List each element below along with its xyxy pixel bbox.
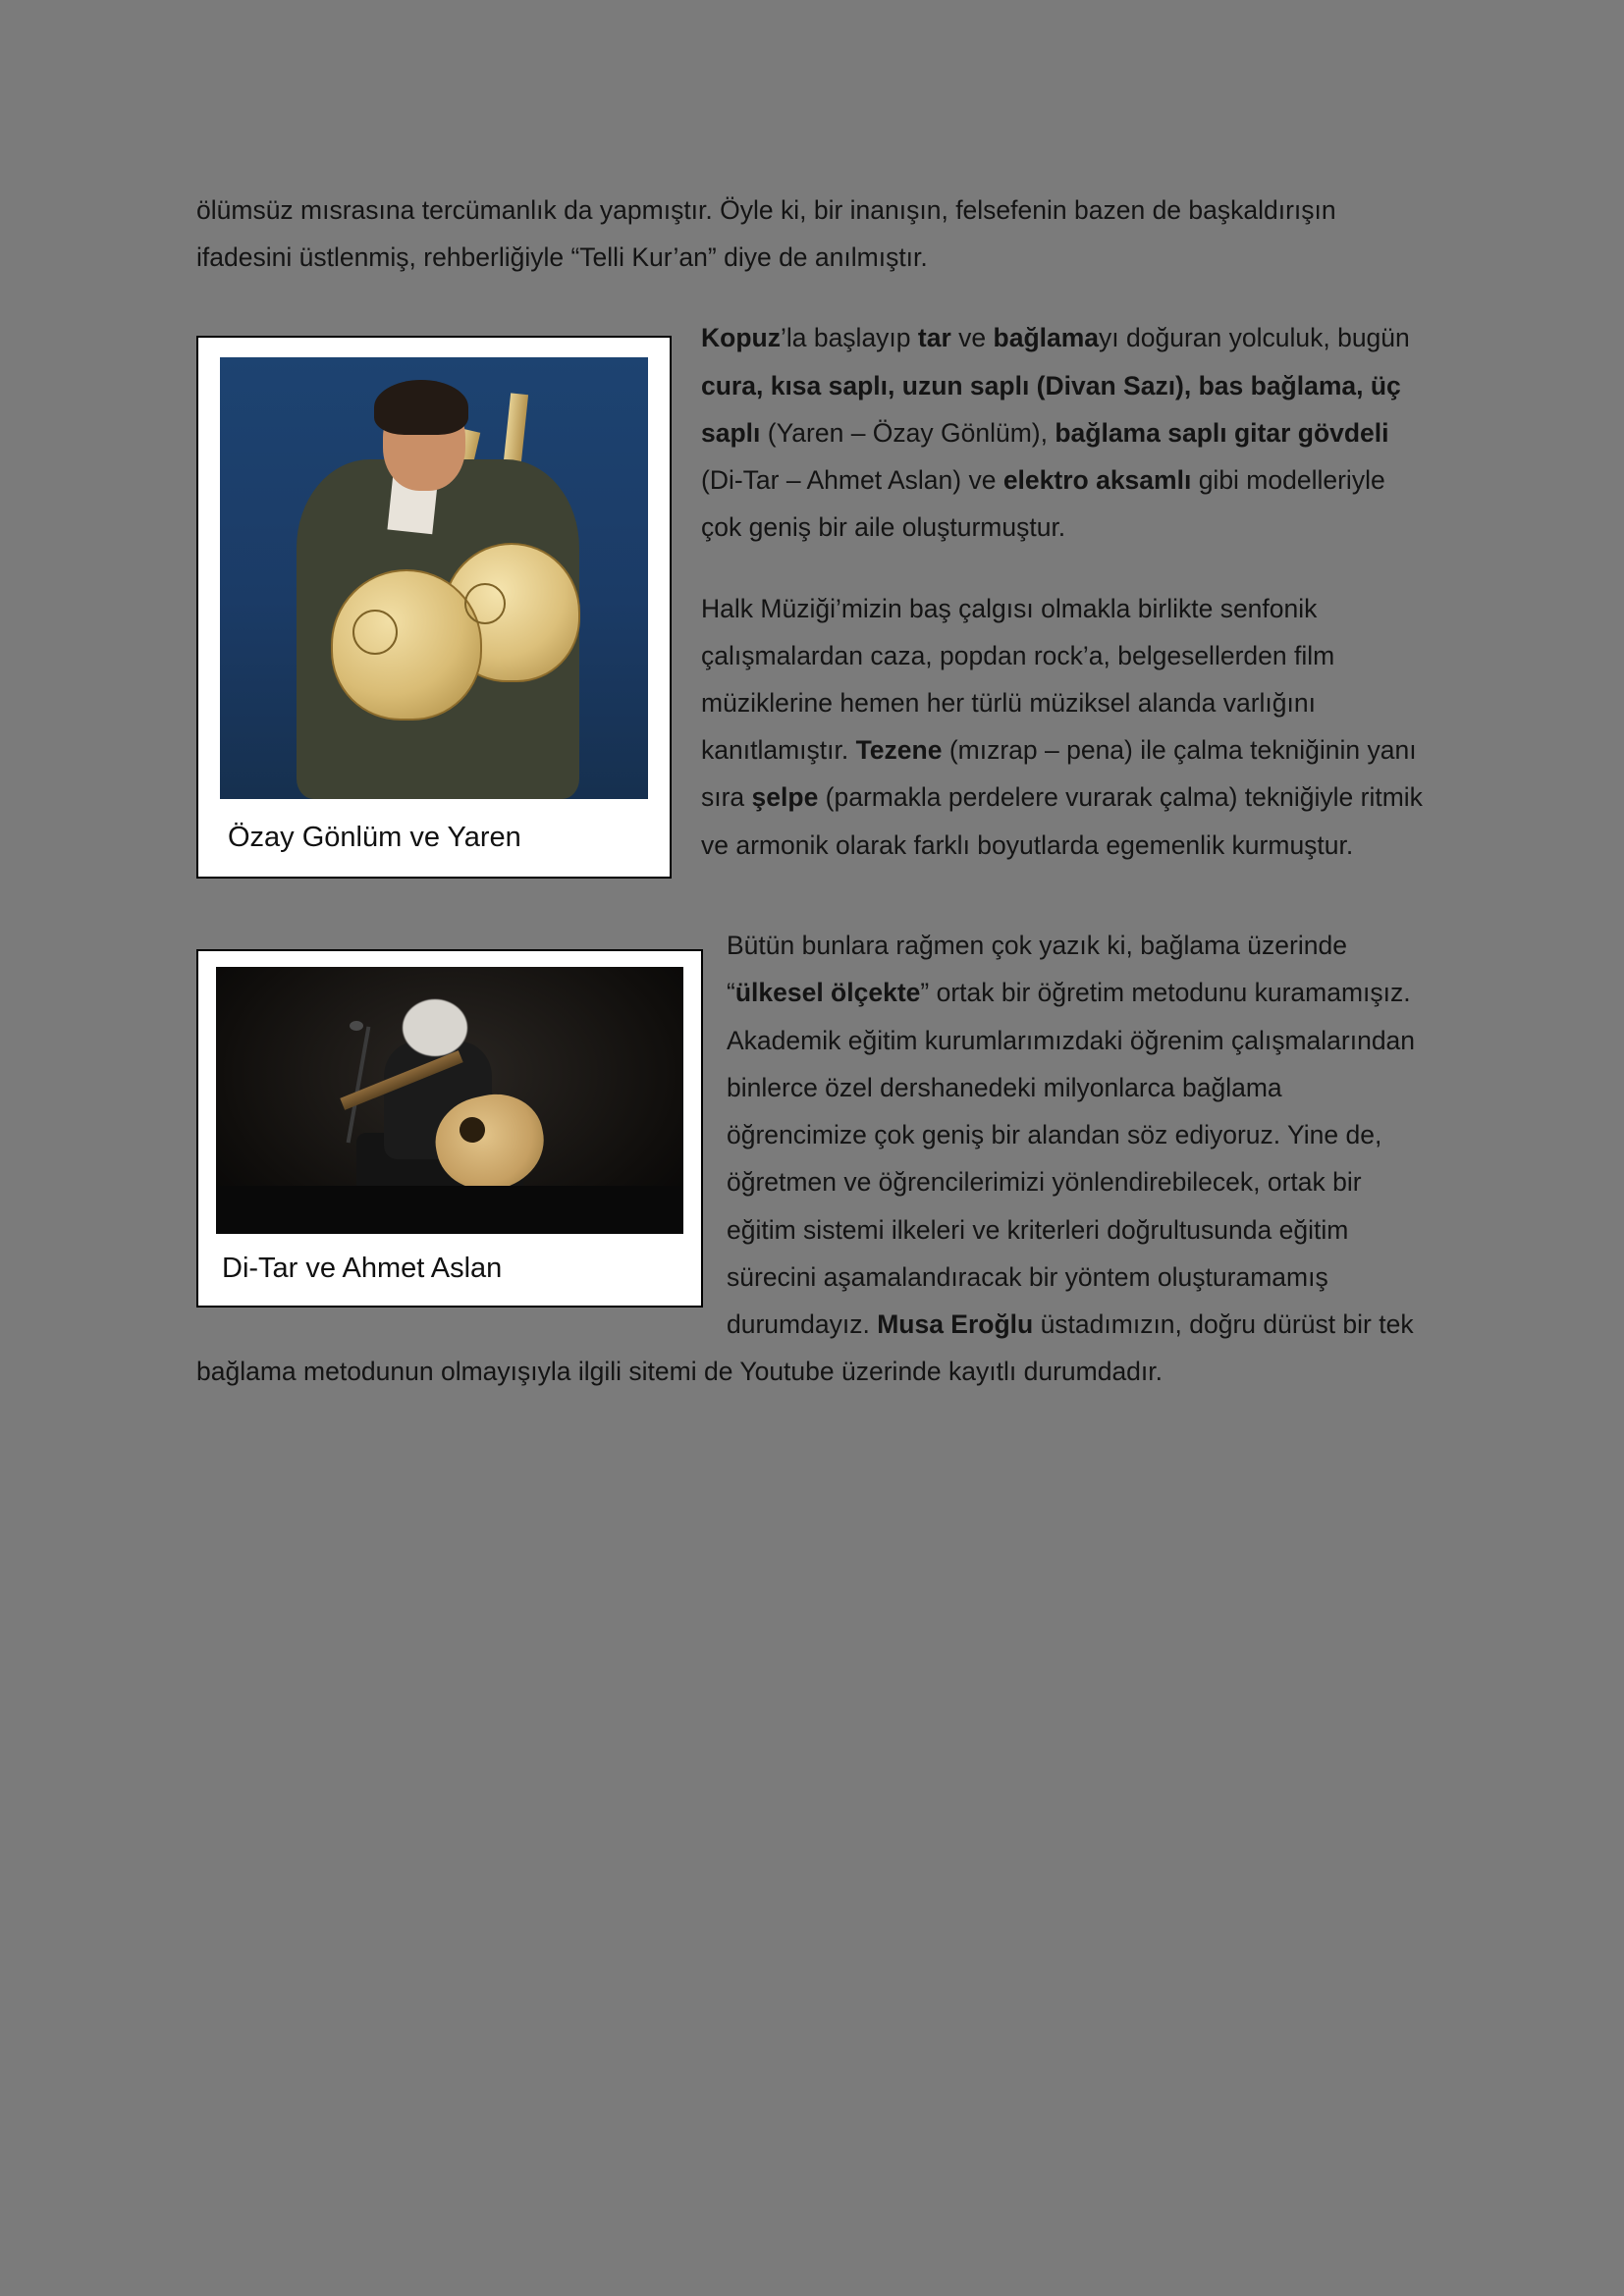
figure-person-hair — [374, 380, 468, 435]
figure-ozay-gonlum-ve-yaren — [196, 336, 672, 879]
baglama-soundhole-right — [464, 583, 506, 624]
text-seg: ’la başlayıp — [780, 323, 918, 353]
text-elektro-bold: elektro aksamlı — [1002, 465, 1192, 496]
baglama-body-left — [331, 569, 482, 721]
baglama-soundhole-left — [352, 610, 398, 655]
figure-di-tar-ve-ahmet-aslan — [196, 949, 703, 1308]
figure-image-wrap — [198, 951, 701, 1240]
text-ulkesel-olcekte-bold: ülkesel ölçekte — [734, 978, 921, 1008]
text-models-bold: cura, kısa saplı, uzun saplı (Divan Sazı), bas bağlama, üç saplı — [701, 370, 1401, 448]
microphone-head — [350, 1021, 363, 1031]
text-seg: ve — [950, 323, 994, 353]
musician-hair — [403, 999, 467, 1056]
text-seg: (Di-Tar – Ahmet Aslan) ve — [701, 465, 1003, 496]
paragraph-intro: ölümsüz mısrasına tercümanlık da yapmıştır. Öyle ki, bir inanışın, felsefenin bazen de başkaldırışın ifadesini üstlenmiş, rehberliğiyle “Telli Kur’an” diye de anılmıştır. — [196, 195, 1336, 273]
text-selpe-bold: şelpe — [751, 782, 819, 813]
text-tezene-bold: Tezene — [855, 735, 943, 766]
text-seg: Bütün bunlara rağmen çok yazık ki, bağlama üzerinde “ — [727, 931, 1347, 1008]
text-kopuz-bold: Kopuz — [701, 323, 781, 353]
text-seg: (parmakla perdelere vurarak çalma) tekniğiyle ritmik ve armonik olarak farklı boyutlarda egemenlik kurmuştur. — [701, 782, 1423, 860]
text-seg: ” ortak bir öğretim metodunu kuramamışız. Akademik eğitim kurumlarımızdaki öğrenim çalışmalarından binlerce özel dershanedeki milyonlarca bağlama öğrencimize çok geniş bir alandan söz ediyoruz. Yine de, öğretmen ve öğrencilerimizi yönlendirebilecek, ortak bir eğitim sistemi ilkeleri ve kriterleri doğrultusunda eğitim sürecini aşamalandıracak bir yöntem oluşturamamış durumdayız. — [727, 978, 1416, 1339]
text-seg: (Yaren – Özay Gönlüm), — [760, 417, 1056, 448]
text-seg: yı doğuran yolculuk, bugün — [1099, 323, 1410, 353]
text-baglama-bold: bağlama — [993, 323, 1100, 353]
text-seg: Halk Müziği’mizin baş çalgısı olmakla birlikte senfonik çalışmalardan caza, popdan rock’a, belgesellerden film müziklerine hemen her türlü müziksel alanda varlığını kanıtlamıştır. — [701, 593, 1335, 766]
text-musa-eroglu-bold: Musa Eroğlu — [877, 1308, 1034, 1339]
photo-musician-seated-playing-di-tar-on-stage — [216, 967, 683, 1234]
text-seg: gibi modelleriyle çok geniş bir aile oluşturmuştur. — [701, 465, 1385, 543]
text-seg: üstadımızın, doğru dürüst bir tek bağlama metodunun olmayışıyla ilgili sitemi de Youtube üzerinde kayıtlı durumdadır. — [196, 1308, 1414, 1387]
text-tar-bold: tar — [917, 323, 951, 353]
figure-caption: Özay Gönlüm ve Yaren — [228, 822, 521, 854]
paragraph-spacer — [196, 281, 1428, 314]
text-ditar-bold: bağlama saplı gitar gövdeli — [1055, 417, 1389, 448]
figure-caption: Di-Tar ve Ahmet Aslan — [222, 1253, 503, 1285]
stage-floor — [216, 1186, 683, 1234]
figure-image-wrap — [198, 338, 670, 807]
photo-man-holding-two-baglamas — [220, 357, 648, 799]
paragraph-spacer — [196, 888, 1428, 922]
text-seg: (mızrap – pena) ile çalma tekniğinin yanı sıra — [701, 735, 1417, 813]
